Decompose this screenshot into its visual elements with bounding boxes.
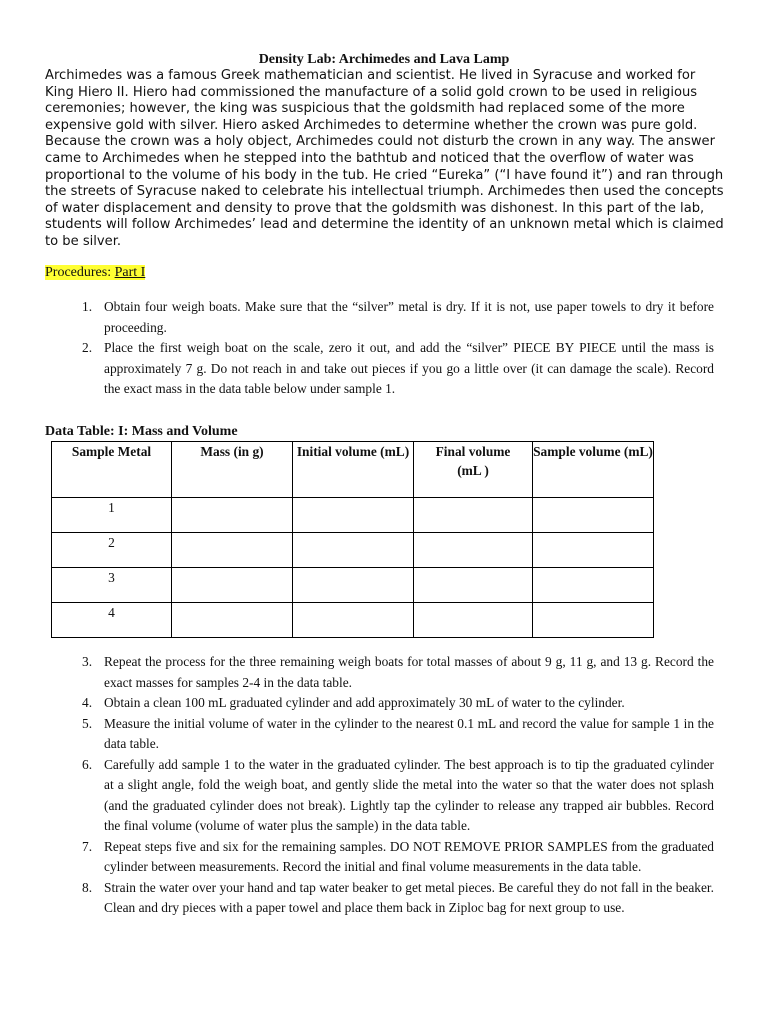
list-item: 2. Place the first weigh boat on the scale, zero it out, and add the “silver” PIECE BY PIECE until the mass is approximately 7 g. Do not reach in and take out pieces if you go a little over (it can damage the scale). Record the exact mass in the data table below under sample 1. [82,340,714,396]
header-sample-metal: Sample Metal [52,442,172,498]
sample-number: 2 [52,533,172,568]
sample-number: 4 [52,603,172,638]
mass-cell[interactable] [172,533,293,568]
sample-volume-cell[interactable] [533,568,654,603]
final-volume-cell[interactable] [414,603,533,638]
sample-number: 1 [52,498,172,533]
header-mass: Mass (in g) [172,442,293,498]
mass-cell[interactable] [172,603,293,638]
header-final-volume: Final volume (mL ) [414,442,533,498]
final-volume-unit: (mL ) [457,463,489,478]
initial-volume-cell[interactable] [293,498,414,533]
initial-volume-cell[interactable] [293,603,414,638]
table-row [52,533,654,568]
header-initial-volume: Initial volume (mL) [293,442,414,498]
sample-volume-cell[interactable] [533,498,654,533]
table-header-row [52,442,654,498]
initial-volume-cell[interactable] [293,533,414,568]
data-table [51,441,654,638]
intro-paragraph: Archimedes was a famous Greek mathematician and scientist. He lived in Syracuse and worked for King Hiero II. Hiero had commissioned the manufacture of a solid gold crown to be used in religious ceremonies; however, the king was suspicious that the goldsmith had replaced some of the more expensive gold with silver. Hiero asked Archimedes to determine whether the crown was pure gold. Because the crown was a holy object, Archimedes could not disturb the crown in any way. The answer came to Archimedes when he stepped into the bathtub and noticed that the overflow of water was proportional to the volume of his body in the tub. He cried “Eureka” (“I have found it”) and ran through the streets of Syracuse naked to celebrate his intellectual triumph. Archimedes then used the concepts of water displacement and density to prove that the goldsmith was dishonest. In this part of the lab, students will follow Archimedes’ lead and determine the identity of an unknown metal which is claimed to be silver. [45,68,724,249]
steps-list-b [82,652,714,919]
initial-volume-cell[interactable] [293,568,414,603]
page-title: Density Lab: Archimedes and Lava Lamp [258,52,510,67]
data-table-title: Data Table: I: Mass and Volume [45,424,238,439]
table-row [52,498,654,533]
sample-volume-cell[interactable] [533,533,654,568]
final-volume-cell[interactable] [414,568,533,603]
table-row [52,568,654,603]
table-row [52,603,654,638]
procedures-part: Part I [114,265,146,280]
list-item: 8. Strain the water over your hand and tap water beaker to get metal pieces. Be careful they do not fall in the beaker. Clean and dry pieces with a paper towel and place them back in Ziploc bag for next group to use. [82,879,714,915]
list-item: 6. Carefully add sample 1 to the water in the graduated cylinder. The best approach is to tip the graduated cylinder at a slight angle, fold the weigh boat, and gently slide the metal into the water so that the water does not splash (and the graduated cylinder does not break). Lightly tap the cylinder to release any trapped air bubbles. Record the final volume (volume of water plus the sample) in the data table. [82,756,714,833]
final-volume-cell[interactable] [414,533,533,568]
procedures-heading [45,264,145,282]
mass-cell[interactable] [172,498,293,533]
list-item: 4. Obtain a clean 100 mL graduated cylinder and add approximately 30 mL of water to the cylinder. [82,695,625,710]
list-item: 3. Repeat the process for the three remaining weigh boats for total masses of about 9 g, 11 g, and 13 g. Record the exact masses for samples 2-4 in the data table. [82,654,714,690]
list-item: 5. Measure the initial volume of water in the cylinder to the nearest 0.1 mL and record the value for sample 1 in the data table. [82,715,714,751]
procedures-label: Procedures: Part I [45,265,146,280]
header-sample-volume: Sample volume (mL) [533,442,654,498]
sample-volume-cell[interactable] [533,603,654,638]
steps-list-a [82,297,714,400]
sample-number: 3 [52,568,172,603]
final-volume-cell[interactable] [414,498,533,533]
list-item: 1. Obtain four weigh boats. Make sure that the “silver” metal is dry. If it is not, use paper towels to dry it before proceeding. [82,299,714,335]
list-item: 7. Repeat steps five and six for the remaining samples. DO NOT REMOVE PRIOR SAMPLES from the graduated cylinder between measurements. Record the initial and final volume measurements in the data table. [82,838,714,874]
mass-cell[interactable] [172,568,293,603]
